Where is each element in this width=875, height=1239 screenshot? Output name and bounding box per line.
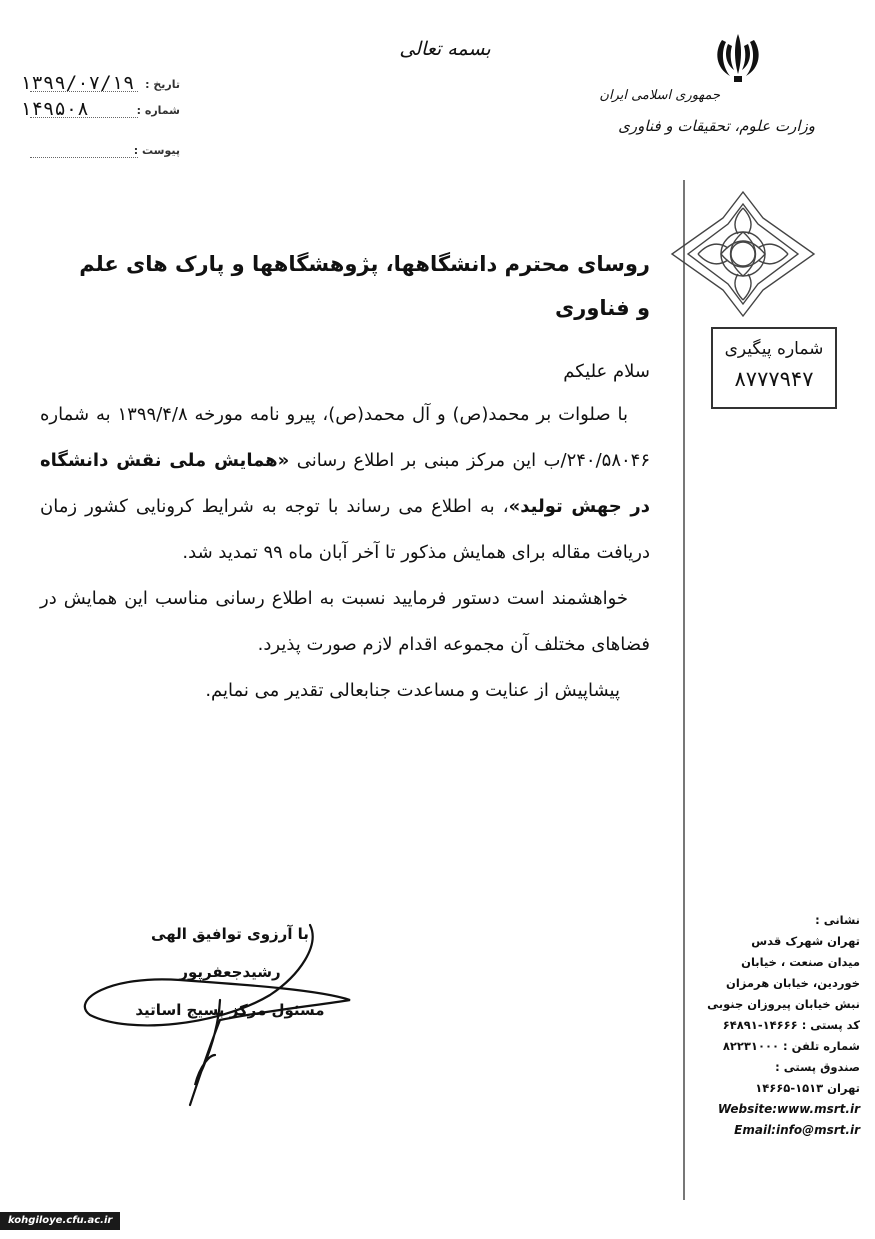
attachment-row: [20, 138, 180, 162]
letter-body: [40, 242, 650, 714]
paragraph-1: [40, 392, 650, 576]
signature-wish: با آرزوی توافیق الهی: [151, 925, 309, 943]
address-block: [690, 910, 860, 1141]
addressee-line-1: روسای محترم دانشگاهها، پژوهشگاهها و پارک های علم: [79, 252, 650, 276]
date-row: [20, 72, 180, 96]
website: Website:www.msrt.ir: [717, 1102, 860, 1116]
number-row: [20, 98, 180, 122]
iran-emblem-icon: [708, 30, 768, 86]
greeting: سلام علیکم: [563, 361, 650, 382]
number-label: شماره :: [136, 104, 180, 117]
ministry-name: وزارت علوم، تحقیقات و فناوری: [618, 117, 815, 135]
phone-number: شماره تلفن : ۸۲۲۳۱۰۰۰: [722, 1039, 860, 1053]
po-box-label: صندوق پستی :: [775, 1060, 860, 1074]
attachment-label: پیوست :: [133, 144, 180, 157]
paragraph-2: خواهشمند است دستور فرمایید نسبت به اطلاع رسانی مناسب این همایش در فضاهای مختلف آن مجموعه اقدام لازم صورت پذیرد.: [40, 588, 650, 655]
addressee-line-2: و فناوری: [555, 296, 650, 320]
tracking-number: ۸۷۷۷۹۴۷: [734, 367, 814, 391]
address-line-2: میدان صنعت ، خیابان: [741, 955, 860, 969]
address-line-4: نبش خیابان پیروزان جنوبی: [707, 997, 860, 1011]
email: Email:info@msrt.ir: [734, 1123, 860, 1137]
government-name: جمهوری اسلامی ایران: [599, 88, 720, 103]
date-value: ۱۳۹۹/۰۷/۱۹: [20, 72, 135, 94]
signature-block: [120, 915, 340, 1029]
paragraph-1-start: با صلوات بر محمد(ص) و آل محمد(ص)، پیرو نامه مورخه ۱۳۹۹/۴/۸ به شماره ۲۴۰/۵۸۰۴۶/ب این مرکز مبنی بر اطلاع رسانی: [40, 404, 650, 471]
closing-line: پیشاپیش از عنایت و مساعدت جنابعالی تقدیر می نمایم.: [205, 680, 620, 701]
tracking-box: [711, 327, 837, 409]
address-title: نشانی :: [815, 913, 860, 927]
address-line-3: خوردین، خیابان هرمزان: [726, 976, 860, 990]
signer-title: مسئول مرکز بسیج اساتید: [135, 1001, 325, 1019]
conference-title: «همایش ملی نقش دانشگاه در جهش تولید»: [40, 450, 650, 517]
signer-name: رشیدجعفرپور: [179, 963, 281, 981]
number-value: ۱۴۹۵۰۸: [20, 98, 89, 120]
ornament-icon: [668, 188, 818, 320]
watermark-badge: kohgiloye.cfu.ac.ir: [0, 1212, 120, 1230]
po-box: تهران ۱۵۱۳-۱۴۶۶۵: [755, 1081, 860, 1095]
postal-code: کد پستی : ۱۴۶۶۶-۶۴۸۹۱: [722, 1018, 860, 1032]
address-line-1: تهران شهرک قدس: [751, 934, 860, 948]
bismillah-heading: بسمه تعالی: [399, 38, 491, 60]
date-label: تاریخ :: [145, 78, 180, 91]
page-divider: [683, 180, 685, 1200]
paragraph-1-end: ، به اطلاع می رساند با توجه به شرایط کرونایی کشور زمان دریافت مقاله برای همایش مذکور تا آخر آبان ماه ۹۹ تمدید شد.: [40, 496, 650, 563]
tracking-label: شماره پیگیری: [724, 339, 824, 359]
